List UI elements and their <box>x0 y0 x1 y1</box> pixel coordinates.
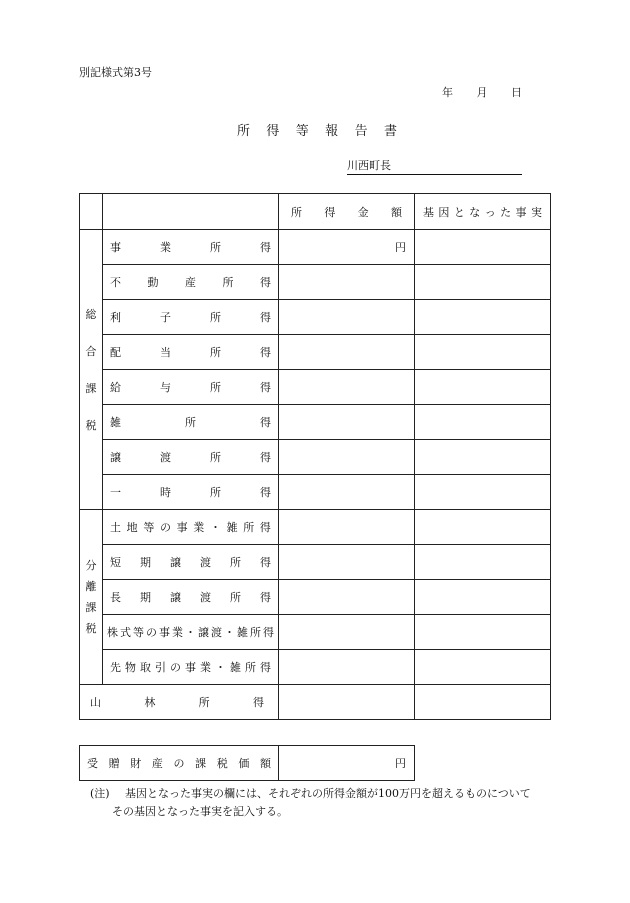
title-char: 等 <box>295 124 309 139</box>
label-char: 動 <box>147 276 159 289</box>
label-char: 所 <box>210 451 221 464</box>
label-char: 業 <box>172 626 183 639</box>
label-char: 与 <box>160 381 171 394</box>
table-row <box>80 265 551 300</box>
item-label <box>103 370 279 405</box>
table-row <box>80 405 551 440</box>
label-char: ・ <box>185 626 196 639</box>
label-char: 業 <box>193 521 205 534</box>
table-row <box>80 545 551 580</box>
header-row <box>80 194 551 230</box>
label-char: 長 <box>110 591 121 604</box>
label-char: 不 <box>110 276 121 289</box>
amount-cell[interactable] <box>279 510 415 545</box>
table-row <box>80 300 551 335</box>
cause-cell[interactable] <box>415 650 551 685</box>
label-char: 課 <box>195 757 207 770</box>
label-char: 給 <box>110 381 121 394</box>
amount-cell[interactable] <box>279 545 415 580</box>
label-char: 子 <box>160 311 171 324</box>
label-char: 取 <box>140 661 151 674</box>
label-char: 得 <box>260 311 271 324</box>
label-char: 得 <box>260 416 271 429</box>
label-char: 得 <box>260 661 271 674</box>
cause-cell[interactable] <box>415 405 551 440</box>
table-row <box>80 615 551 650</box>
label-char: 雑 <box>237 626 248 639</box>
corner-cell <box>80 194 103 230</box>
table-row <box>80 475 551 510</box>
label-char: 税 <box>216 757 228 770</box>
label-char: 林 <box>144 696 156 709</box>
table-row <box>80 685 551 720</box>
group-char: 離 <box>85 580 97 593</box>
title-char: 得 <box>266 124 280 139</box>
header-char: 因 <box>438 205 450 219</box>
label-char: 短 <box>110 556 121 569</box>
amount-cell[interactable] <box>279 475 415 510</box>
amount-cell[interactable] <box>279 650 415 685</box>
cause-cell[interactable] <box>415 370 551 405</box>
table-row <box>80 230 551 265</box>
label-char: 所 <box>230 591 241 604</box>
label-char: 一 <box>110 486 121 499</box>
label-char: 渡 <box>200 591 211 604</box>
label-char: ・ <box>209 521 221 534</box>
label-char: 所 <box>222 276 234 289</box>
header-char: な <box>469 205 481 219</box>
label-char: 渡 <box>200 556 211 569</box>
note-prefix: (注) <box>90 787 110 800</box>
label-char: 土 <box>110 521 121 534</box>
form-number: 別記様式第3号 <box>79 66 152 79</box>
header-char: 額 <box>390 205 402 219</box>
item-label <box>103 265 279 300</box>
label-char: 所 <box>250 626 261 639</box>
amount-cell[interactable] <box>279 300 415 335</box>
item-label <box>103 580 279 615</box>
label-char: 式 <box>120 626 131 639</box>
label-char: 株 <box>107 626 118 639</box>
date-line <box>442 84 522 100</box>
label-char: 渡 <box>211 626 222 639</box>
amount-cell[interactable] <box>279 685 415 720</box>
amount-header <box>279 194 415 230</box>
income-table <box>79 193 551 720</box>
label-char: 得 <box>260 556 271 569</box>
group-char: 分 <box>85 559 97 572</box>
header-char: 実 <box>530 205 542 219</box>
amount-cell[interactable] <box>279 370 415 405</box>
label-char: 所 <box>198 696 210 709</box>
item-label <box>103 545 279 580</box>
item-label <box>103 405 279 440</box>
header-char: た <box>500 205 512 219</box>
label-char: 得 <box>260 381 271 394</box>
label-char: 先 <box>110 661 121 674</box>
item-label <box>103 230 279 265</box>
cause-cell[interactable] <box>415 545 551 580</box>
label-char: 渡 <box>160 451 171 464</box>
group-char: 課 <box>85 601 97 614</box>
label-char: 産 <box>185 276 196 289</box>
cause-cell[interactable] <box>415 300 551 335</box>
label-char: 雑 <box>226 521 238 534</box>
label-char: の <box>146 626 157 639</box>
gift-amount-cell[interactable]: 円 <box>279 746 415 781</box>
cause-cell[interactable] <box>415 685 551 720</box>
label-char: 財 <box>130 757 142 770</box>
label-char: 期 <box>140 591 151 604</box>
label-char: 譲 <box>170 556 181 569</box>
label-char: の <box>170 661 181 674</box>
label-char: 配 <box>110 346 121 359</box>
label-char: 所 <box>210 486 221 499</box>
label-char: 所 <box>243 521 255 534</box>
label-char: 額 <box>260 757 271 770</box>
label-char: 所 <box>210 381 221 394</box>
label-char: 所 <box>185 416 196 429</box>
table-row <box>80 580 551 615</box>
table-row <box>80 510 551 545</box>
label-char: 所 <box>210 311 221 324</box>
label-char: 当 <box>160 346 171 359</box>
label-char: ・ <box>224 626 235 639</box>
label-char: 雑 <box>230 661 241 674</box>
date-month-label: 月 <box>476 86 488 99</box>
label-char: 価 <box>238 757 250 770</box>
item-label <box>103 650 279 685</box>
label-char: 事 <box>159 626 170 639</box>
document-title <box>237 120 397 139</box>
amount-cell[interactable] <box>279 265 415 300</box>
amount-cell[interactable]: 円 <box>279 230 415 265</box>
cause-cell[interactable] <box>415 230 551 265</box>
group-char: 税 <box>85 418 97 432</box>
header-char: と <box>453 205 465 219</box>
note-line-2: その基因となった事実を記入する。 <box>112 805 288 818</box>
label-char: 物 <box>125 661 136 674</box>
gift-label <box>80 746 279 781</box>
header-char: 所 <box>291 205 302 219</box>
forest-income-label <box>80 685 279 720</box>
title-char: 所 <box>237 124 251 139</box>
label-char: 譲 <box>110 451 121 464</box>
header-char: 得 <box>324 205 336 219</box>
label-char: 得 <box>260 451 271 464</box>
table-row <box>80 335 551 370</box>
label-char: 所 <box>245 661 256 674</box>
cause-header <box>415 194 551 230</box>
cause-cell[interactable] <box>415 265 551 300</box>
amount-cell[interactable] <box>279 580 415 615</box>
cause-cell[interactable] <box>415 335 551 370</box>
label-char: 所 <box>230 556 241 569</box>
label-char: 得 <box>260 346 271 359</box>
label-char: 得 <box>260 486 271 499</box>
item-label <box>103 335 279 370</box>
amount-cell[interactable] <box>279 405 415 440</box>
group-char: 合 <box>85 344 97 358</box>
label-char: 得 <box>263 626 274 639</box>
header-char: 金 <box>357 205 369 219</box>
label-char: 産 <box>151 757 163 770</box>
label-char: 得 <box>260 591 271 604</box>
label-char: 業 <box>200 661 211 674</box>
label-char: 期 <box>140 556 151 569</box>
label-char: 雑 <box>110 416 121 429</box>
amount-cell[interactable] <box>279 440 415 475</box>
group-label-separate <box>80 510 103 685</box>
item-label <box>103 440 279 475</box>
item-label <box>103 510 279 545</box>
table-row <box>80 650 551 685</box>
item-label <box>103 615 279 650</box>
gift-row <box>80 746 415 781</box>
title-char: 書 <box>383 124 397 139</box>
header-char: 事 <box>515 205 527 219</box>
group-char: 税 <box>85 622 97 635</box>
cause-cell[interactable] <box>415 615 551 650</box>
group-char: 総 <box>85 307 97 321</box>
cause-cell[interactable] <box>415 475 551 510</box>
gift-table <box>79 745 415 781</box>
label-char: の <box>159 521 171 534</box>
cause-cell[interactable] <box>415 440 551 475</box>
addressee: 川西町長 <box>347 157 522 175</box>
label-char: 得 <box>259 521 271 534</box>
title-char: 告 <box>354 124 368 139</box>
label-char: 引 <box>155 661 166 674</box>
label-char: 業 <box>160 241 171 254</box>
label-char: 得 <box>252 696 264 709</box>
group-char: 課 <box>85 381 97 395</box>
label-char: 利 <box>110 311 121 324</box>
label-char: 譲 <box>170 591 181 604</box>
label-char: 贈 <box>108 757 120 770</box>
label-char: 地 <box>126 521 138 534</box>
label-char: 等 <box>143 521 155 534</box>
amount-cell[interactable] <box>279 335 415 370</box>
label-char: 山 <box>90 696 101 709</box>
label-char: 等 <box>133 626 144 639</box>
note-line-1: 基因となった事実の欄には、それぞれの所得金額が100万円を超えるものについて <box>125 787 531 800</box>
label-char: 事 <box>185 661 196 674</box>
label-char: ・ <box>215 661 226 674</box>
amount-cell[interactable] <box>279 615 415 650</box>
label-char: 所 <box>210 241 221 254</box>
cause-cell[interactable] <box>415 580 551 615</box>
header-char: 基 <box>423 205 434 219</box>
date-day-label: 日 <box>511 86 522 99</box>
item-label <box>103 475 279 510</box>
cause-cell[interactable] <box>415 510 551 545</box>
label-char: 事 <box>176 521 188 534</box>
label-char: 事 <box>110 241 121 254</box>
table-row <box>80 440 551 475</box>
table-row <box>80 370 551 405</box>
label-char: 時 <box>160 486 171 499</box>
title-char: 報 <box>325 124 339 139</box>
date-year-label: 年 <box>442 86 453 99</box>
label-char: 所 <box>210 346 221 359</box>
group-label-general <box>80 230 103 510</box>
item-header-cell <box>103 194 279 230</box>
header-char: っ <box>484 205 496 219</box>
label-char: 得 <box>260 276 271 289</box>
label-char: 譲 <box>198 626 209 639</box>
label-char: 受 <box>87 757 98 770</box>
label-char: の <box>173 757 185 770</box>
item-label <box>103 300 279 335</box>
label-char: 得 <box>260 241 271 254</box>
